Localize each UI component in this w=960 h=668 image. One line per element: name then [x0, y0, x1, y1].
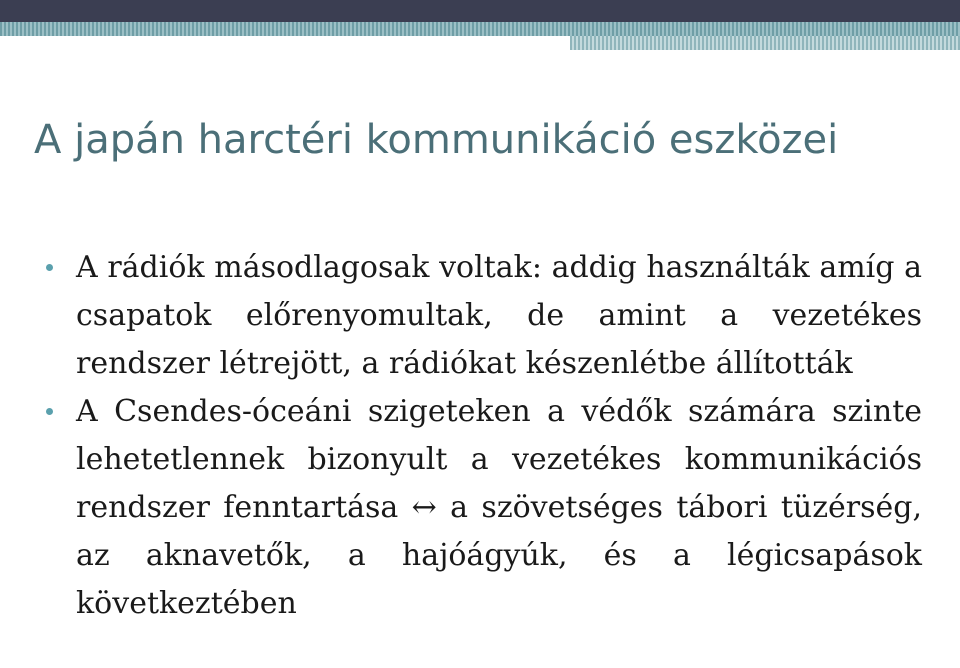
bullet-dot-icon — [46, 408, 53, 415]
slide-title: A japán harctéri kommunikáció eszközei — [34, 117, 839, 163]
bullet-dot-icon — [46, 264, 53, 271]
bullet-list — [36, 244, 922, 628]
bullet-item — [36, 244, 922, 388]
header-accent-stripe — [570, 36, 960, 50]
bullet-text: A rádiók másodlagosak voltak: addig használták amíg a csapatok előrenyomultak, de amint a vezetékes rendszer létrejött, a rádiókat készenlétbe állították — [76, 250, 922, 381]
bullet-item — [36, 388, 922, 628]
header-stripe — [0, 22, 960, 36]
bullet-text: A Csendes-óceáni szigeteken a védők számára szinte lehetetlennek bizonyult a vezetékes kommunikációs rendszer fenntartása ↔ a szövetséges tábori tüzérség, az aknavetők, a hajóágyúk, és a légicsapások következtében — [76, 394, 922, 621]
header-band — [0, 0, 960, 22]
